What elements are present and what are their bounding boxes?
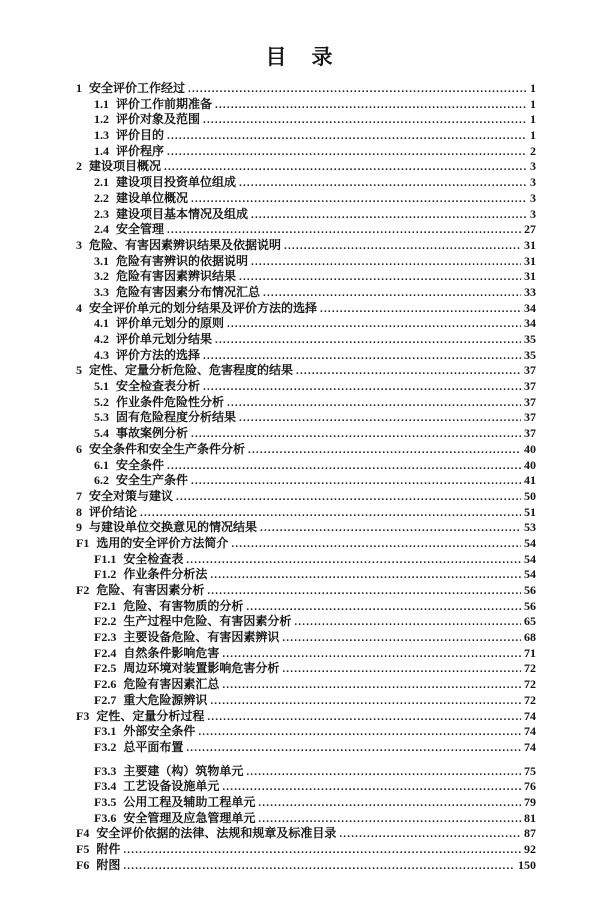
dot-leader — [260, 520, 521, 535]
toc-row — [76, 565, 536, 581]
toc-row — [76, 142, 536, 158]
page-number: 79 — [524, 794, 536, 809]
entry-title: 生产过程中危险、有害因素分析 — [123, 614, 292, 629]
page-number: 72 — [524, 661, 536, 676]
entry-title: 评价方法的选择 — [116, 347, 201, 362]
dot-leader — [246, 764, 521, 779]
dot-leader — [210, 693, 521, 708]
toc-row — [76, 377, 536, 393]
entry-number: 3 — [76, 237, 82, 252]
entry-number: 5.2 — [94, 394, 109, 409]
entry-number: 2 — [76, 159, 82, 174]
toc-row — [76, 762, 536, 778]
page-number: 34 — [524, 316, 536, 331]
dot-leader — [203, 379, 521, 394]
toc-row — [76, 707, 536, 723]
entry-number: 5.1 — [94, 379, 109, 394]
entry-number: F1.2 — [94, 567, 117, 582]
entry-title: 附图 — [96, 857, 121, 872]
toc-row — [76, 856, 536, 872]
entry-title: 危险、有害物质的分析 — [123, 598, 244, 613]
page-number: 65 — [524, 614, 536, 629]
dot-leader — [294, 614, 521, 629]
entry-title: 危险有害辨识的依据说明 — [116, 253, 249, 268]
page-number: 1 — [530, 96, 536, 111]
entry-number: 3.1 — [94, 253, 109, 268]
entry-number: F2.1 — [94, 598, 117, 613]
toc-row — [76, 487, 536, 503]
page-number: 37 — [524, 379, 536, 394]
dot-leader — [167, 144, 527, 159]
page-number: 68 — [524, 630, 536, 645]
entry-title: 与建设单位交换意见的情况结果 — [89, 520, 258, 535]
page-number: 56 — [524, 583, 536, 597]
entry-number: 4.3 — [94, 347, 109, 362]
page-number: 2 — [530, 143, 536, 158]
dot-leader — [210, 567, 521, 582]
toc-row — [76, 283, 536, 299]
entry-title: 作业条件危险性分析 — [116, 394, 225, 409]
toc-row — [76, 534, 536, 550]
page-number: 72 — [524, 677, 536, 692]
page-number: 31 — [524, 237, 536, 252]
entry-title: 固有危险程度分析结果 — [116, 410, 237, 425]
toc-row — [76, 252, 536, 268]
entry-title: 定性、定量分析过程 — [96, 708, 205, 723]
page-number: 33 — [524, 284, 536, 299]
page-number: 3 — [530, 190, 536, 205]
entry-number: F6 — [76, 857, 90, 872]
entry-title: 评价结论 — [89, 504, 138, 519]
toc-row — [76, 189, 536, 205]
entry-number: 4.2 — [94, 332, 109, 346]
dot-leader — [248, 442, 521, 457]
toc-row — [76, 722, 536, 738]
entry-number: 3.2 — [94, 269, 109, 284]
dot-leader — [251, 254, 521, 269]
entry-title: 定性、定量分析危险、危害程度的结果 — [89, 363, 294, 378]
page-number: 54 — [524, 567, 536, 582]
toc-row — [76, 738, 536, 754]
entry-number: 4 — [76, 300, 82, 315]
page-number: 53 — [524, 520, 536, 535]
entry-title: 重大危险源辨识 — [123, 692, 208, 707]
page-number: 87 — [524, 826, 536, 841]
toc-row — [76, 173, 536, 189]
dot-leader — [167, 128, 527, 143]
toc-row — [76, 361, 536, 377]
entry-number: F3.5 — [94, 794, 117, 809]
dot-leader — [123, 858, 515, 873]
toc-row — [76, 408, 536, 424]
page-number: 81 — [524, 810, 536, 825]
entry-title: 安全检查表 — [123, 551, 184, 566]
entry-number: F4 — [76, 826, 90, 841]
toc-row — [76, 550, 536, 566]
page-number: 41 — [524, 473, 536, 488]
toc-row — [76, 330, 536, 346]
page-number: 37 — [524, 363, 536, 378]
page-number: 150 — [518, 857, 536, 872]
entry-number: F3 — [76, 708, 90, 723]
entry-title: 安全条件和安全生产条件分析 — [89, 441, 246, 456]
dot-leader — [231, 536, 521, 551]
toc-row — [76, 346, 536, 362]
entry-title: 事故案例分析 — [116, 426, 189, 441]
entry-title: 安全管理及应急管理单元 — [123, 810, 256, 825]
entry-title: 危险有害因素辨识结果 — [116, 269, 237, 284]
page-number: 72 — [524, 692, 536, 707]
toc-row — [76, 581, 536, 597]
dot-leader — [282, 661, 521, 676]
entry-number: 7 — [76, 488, 82, 503]
toc-row — [76, 393, 536, 409]
page-number: 40 — [524, 441, 536, 456]
entry-title: 主要设备危险、有害因素辨识 — [123, 630, 280, 645]
toc-row — [76, 220, 536, 236]
entry-title: 主要建（构）筑物单元 — [123, 763, 244, 778]
entry-number: F1 — [76, 535, 90, 550]
page-number: 34 — [524, 300, 536, 315]
dot-leader — [207, 709, 521, 724]
entry-title: 作业条件分析法 — [123, 567, 208, 582]
page-number: 40 — [524, 457, 536, 472]
dot-leader — [176, 489, 521, 504]
toc-row — [76, 79, 536, 95]
page-number: 74 — [524, 708, 536, 723]
page-number: 35 — [524, 332, 536, 346]
entry-number: 6.1 — [94, 457, 109, 472]
entry-title: 总平面布置 — [123, 739, 184, 754]
toc-row — [76, 518, 536, 534]
page-number: 3 — [530, 175, 536, 190]
page-number: 37 — [524, 394, 536, 409]
entry-number: 1.2 — [94, 112, 109, 127]
dot-leader — [188, 81, 527, 96]
toc-row — [76, 612, 536, 628]
entry-title: 附件 — [96, 842, 121, 856]
dot-leader — [123, 842, 521, 857]
toc-row — [76, 793, 536, 809]
dot-leader — [203, 112, 527, 127]
toc-row — [76, 456, 536, 472]
entry-number: F2 — [76, 583, 90, 597]
entry-number: 1.1 — [94, 96, 109, 111]
entry-title: 安全条件 — [116, 457, 165, 472]
entry-title: 评价工作前期准备 — [116, 96, 213, 111]
page-title: 目 录 — [265, 45, 335, 69]
toc-row — [76, 809, 536, 825]
entry-number: F3.4 — [94, 779, 117, 794]
entry-title: 建设项目概况 — [89, 159, 162, 174]
page-number: 31 — [524, 253, 536, 268]
page-number: 50 — [524, 488, 536, 503]
entry-title: 安全评价工作经过 — [89, 81, 186, 95]
entry-number: 2.4 — [94, 222, 109, 237]
dot-leader — [207, 583, 521, 598]
page-number: 1 — [530, 81, 536, 95]
entry-title: 安全评价单元的划分结果及评价方法的选择 — [89, 300, 318, 315]
page-number: 27 — [524, 222, 536, 237]
entry-title: 安全检查表分析 — [116, 379, 201, 394]
toc-row — [76, 440, 536, 456]
entry-number: F2.3 — [94, 630, 117, 645]
entry-number: 6 — [76, 441, 82, 456]
toc-row — [76, 777, 536, 793]
toc-row — [76, 95, 536, 111]
dot-leader — [284, 238, 521, 253]
entry-number: 3.3 — [94, 284, 109, 299]
toc-row — [76, 644, 536, 660]
entry-number: F2.7 — [94, 692, 117, 707]
page-number: 56 — [524, 598, 536, 613]
entry-title: 周边环境对装置影响危害分析 — [123, 661, 280, 676]
dot-leader — [239, 410, 521, 425]
entry-title: 危险、有害因素分析 — [96, 583, 205, 597]
entry-title: 建设项目投资单位组成 — [116, 175, 237, 190]
toc-row — [76, 424, 536, 440]
entry-title: 安全生产条件 — [116, 473, 189, 488]
toc-row — [76, 314, 536, 330]
toc-row — [76, 267, 536, 283]
entry-title: 自然条件影响危害 — [123, 645, 220, 660]
dot-leader — [186, 552, 521, 567]
entry-title: 评价单元划分的原则 — [116, 316, 225, 331]
entry-title: 选用的安全评价方法简介 — [96, 535, 229, 550]
page-number: 37 — [524, 426, 536, 441]
entry-number: F3.6 — [94, 810, 117, 825]
toc-row — [76, 659, 536, 675]
dot-leader — [227, 316, 521, 331]
entry-number: 6.2 — [94, 473, 109, 488]
entry-number: F2.6 — [94, 677, 117, 692]
page-number: 1 — [530, 112, 536, 127]
entry-number: F5 — [76, 842, 90, 856]
toc-row — [76, 110, 536, 126]
entry-title: 评价程序 — [116, 143, 165, 158]
page-number: 75 — [524, 763, 536, 778]
dot-leader — [167, 458, 521, 473]
toc-row — [76, 126, 536, 142]
dot-leader — [198, 724, 521, 739]
page-number: 3 — [530, 159, 536, 174]
dot-leader — [258, 795, 521, 810]
dot-leader — [296, 363, 521, 378]
page-number: 54 — [524, 551, 536, 566]
entry-number: 8 — [76, 504, 82, 519]
page-number: 92 — [524, 842, 536, 856]
entry-title: 工艺设备设施单元 — [123, 779, 220, 794]
toc-row — [76, 503, 536, 519]
entry-number: F3.2 — [94, 739, 117, 754]
toc-row — [76, 840, 536, 856]
dot-leader — [282, 630, 521, 645]
entry-title: 外部安全条件 — [123, 724, 196, 739]
dot-leader — [186, 740, 521, 755]
toc-row — [76, 205, 536, 221]
entry-title: 危险有害因素汇总 — [123, 677, 220, 692]
entry-title: 安全管理 — [116, 222, 165, 237]
entry-title: 建设项目基本情况及组成 — [116, 206, 249, 221]
dot-leader — [222, 779, 521, 794]
page-number: 35 — [524, 347, 536, 362]
entry-number: 1.4 — [94, 143, 109, 158]
page-number: 76 — [524, 779, 536, 794]
page-number: 54 — [524, 535, 536, 550]
entry-number: 2.1 — [94, 175, 109, 190]
dot-leader — [215, 332, 521, 347]
dot-leader — [320, 301, 521, 316]
entry-number: 2.3 — [94, 206, 109, 221]
page-number: 74 — [524, 724, 536, 739]
dot-leader — [239, 269, 521, 284]
page-number: 31 — [524, 269, 536, 284]
entry-title: 评价单元划分结果 — [116, 332, 213, 346]
page-number: 51 — [524, 504, 536, 519]
page-number: 71 — [524, 645, 536, 660]
entry-title: 评价目的 — [116, 128, 165, 143]
toc-row — [76, 691, 536, 707]
dot-leader — [215, 97, 527, 112]
dot-leader — [191, 473, 521, 488]
dot-leader — [227, 395, 521, 410]
entry-number: 5.4 — [94, 426, 109, 441]
entry-number: 1 — [76, 81, 82, 95]
entry-number: 1.3 — [94, 128, 109, 143]
entry-number: 9 — [76, 520, 82, 535]
toc-row — [76, 824, 536, 840]
page-number: 74 — [524, 739, 536, 754]
toc-row — [76, 236, 536, 252]
entry-title: 安全对策与建议 — [89, 488, 174, 503]
entry-number: F3.1 — [94, 724, 117, 739]
entry-number: 2.2 — [94, 190, 109, 205]
entry-title: 安全评价依据的法律、法规和规章及标准目录 — [96, 826, 337, 841]
entry-title: 危险有害因素分布情况汇总 — [116, 284, 261, 299]
entry-number: F2.2 — [94, 614, 117, 629]
entry-title: 评价对象及范围 — [116, 112, 201, 127]
toc-row — [76, 471, 536, 487]
entry-number: 5.3 — [94, 410, 109, 425]
entry-number: 5 — [76, 363, 82, 378]
page-number: 3 — [530, 206, 536, 221]
entry-title: 建设单位概况 — [116, 190, 189, 205]
page-number: 37 — [524, 410, 536, 425]
toc-row — [76, 299, 536, 315]
page-number: 1 — [530, 128, 536, 143]
toc-row — [76, 157, 536, 173]
entry-number: F2.4 — [94, 645, 117, 660]
entry-title: 公用工程及辅助工程单元 — [123, 794, 256, 809]
entry-number: F3.3 — [94, 763, 117, 778]
dot-leader — [239, 175, 527, 190]
toc-row — [76, 597, 536, 613]
entry-number: 4.1 — [94, 316, 109, 331]
toc-row — [76, 675, 536, 691]
entry-number: F2.5 — [94, 661, 117, 676]
toc-list — [0, 79, 600, 871]
toc-row — [76, 628, 536, 644]
dot-leader — [251, 207, 527, 222]
dot-leader — [222, 677, 521, 692]
entry-number: F1.1 — [94, 551, 117, 566]
dot-leader — [339, 826, 521, 841]
entry-title: 危险、有害因素辨识结果及依据说明 — [89, 237, 282, 252]
